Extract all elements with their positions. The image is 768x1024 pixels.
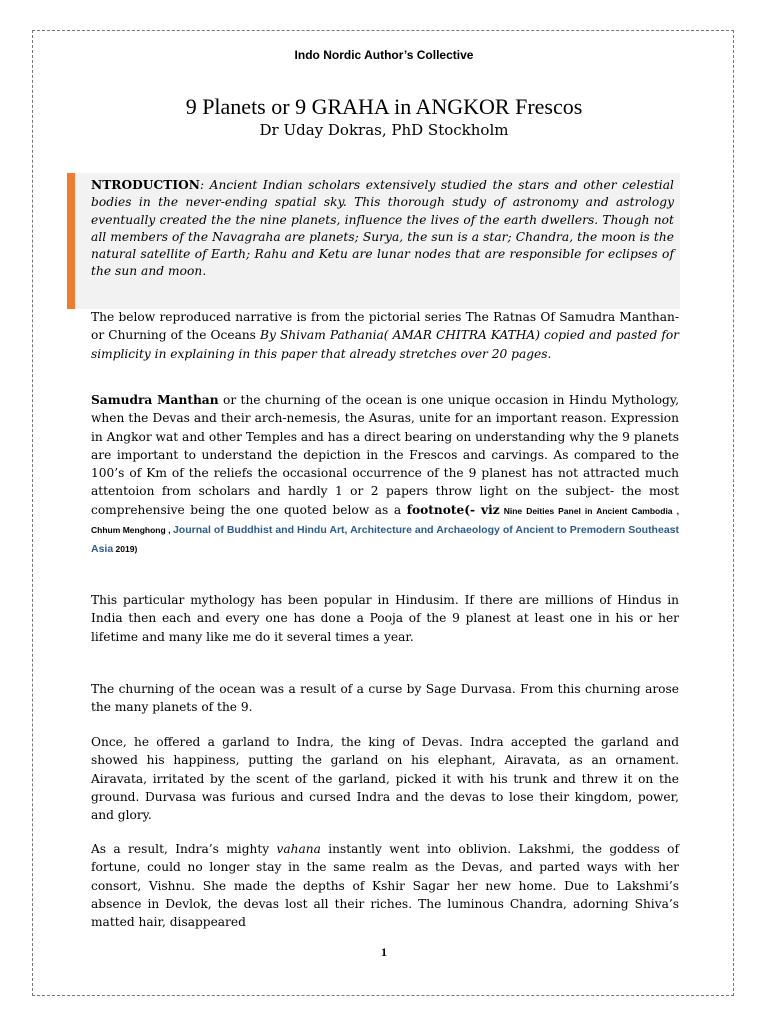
author-line: Dr Uday Dokras, PhD Stockholm xyxy=(259,121,509,139)
source-note-text: The below reproduced narrative is from the pictorial series The Ratnas Of Samudra Manthan-or Churning of the Oceans xyxy=(91,310,679,343)
paragraph-samudra-manthan xyxy=(91,391,679,559)
journal-name: Journal of Buddhist and Hindu Art, Architecture and Archaeology of Ancient to Premodern Southeast Asia xyxy=(91,524,679,556)
oblivion-text-end: instantly went into oblivion. Lakshmi, the goddess of fortune, could no longer stay in the same realm as the Devas, and parted ways with her consort, Vishnu. She made the depths of Kshir Sagar her new home. Due to Lakshmi’s absence in Devlok, the devas lost all their riches. The luminous Chandra, adorning Shiva’s matted hair, disappeared xyxy=(91,842,679,930)
footnote-citation: Nine Deities Panel in Ancient Cambodia , Chhum Menghong , xyxy=(91,505,679,536)
paragraph-mythology: This particular mythology has been popular in Hindusim. If there are millions of Hindus in India then each and every one has done a Pooja of the 9 planest at least one in his or her lifetime and many like me do it several times a year. xyxy=(91,593,679,644)
collective-header: Indo Nordic Author’s Collective xyxy=(294,48,474,62)
oblivion-text-start: As a result, Indra’s mighty xyxy=(91,842,277,856)
introduction-text xyxy=(91,177,674,281)
introduction-callout xyxy=(67,173,680,309)
journal-year: 2019) xyxy=(113,544,138,555)
document-title: 9 Planets or 9 GRAHA in ANGKOR Frescos xyxy=(185,94,583,119)
callout-accent-bar xyxy=(67,173,75,309)
vahana-term: vahana xyxy=(276,842,321,856)
page-number: 1 xyxy=(381,945,387,959)
paragraph-oblivion xyxy=(91,840,679,931)
paragraph-source-note xyxy=(91,308,679,363)
introduction-separator: : xyxy=(199,178,210,192)
samudra-manthan-text: or the churning of the ocean is one unique occasion in Hindu Mythology, when the Devas and their arch-nemesis, the Asuras, unite for an important reason. Expression in Angkor wat and other Temples and has a direct bearing on understanding why the 9 planets are important to understand the depiction in the Frescos and carvings. As compared to the 100’s of Km of the reliefs the occasional occurrence of the 9 planest has not attracted much attentoion from scholars and hardly 1 or 2 papers throw light on the subject- the most comprehensive being the one quoted below as a xyxy=(91,393,679,517)
introduction-body: Ancient Indian scholars extensively studied the stars and other celestial bodies in the never-ending spatial sky. This thorough study of astronomy and astrology eventually created the the nine planets, influence the lives of the earth dwellers. Though not all members of the Navagraha are planets; Surya, the sun is a star; Chandra, the moon is the natural satellite of Earth; Rahu and Ketu are lunar nodes that are responsible for eclipses of the sun and moon. xyxy=(91,178,674,279)
source-note-italic: By Shivam Pathania( AMAR CHITRA KATHA) copied and pasted for simplicity in explaining in this paper that already stretches over 20 pages. xyxy=(91,328,679,361)
introduction-label: NTRODUCTION xyxy=(91,178,200,192)
paragraph-garland: Once, he offered a garland to Indra, the king of Devas. Indra accepted the garland and showed his happiness, putting the garland on his elephant, Airavata, as an ornament. Airavata, irritated by the scent of the garland, picked it with his trunk and threw it on the ground. Durvasa was furious and cursed Indra and the devas to lose their kingdom, power, and glory. xyxy=(91,735,679,823)
samudra-manthan-term: Samudra Manthan xyxy=(91,393,219,407)
footnote-label: footnote(- viz xyxy=(406,502,500,517)
paragraph-curse: The churning of the ocean was a result of a curse by Sage Durvasa. From this churning arose the many planets of the 9. xyxy=(91,682,679,715)
